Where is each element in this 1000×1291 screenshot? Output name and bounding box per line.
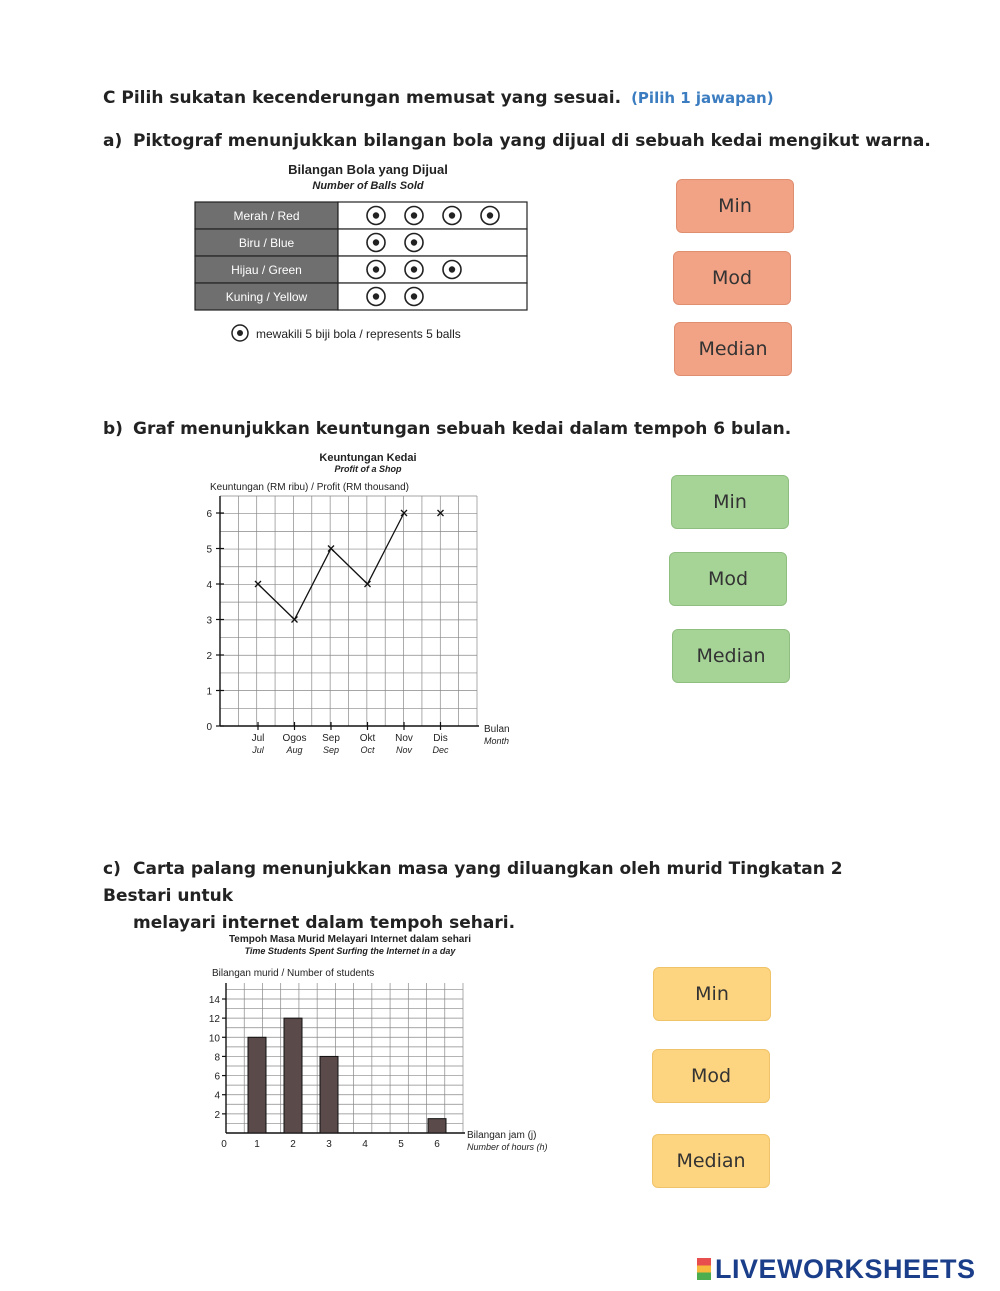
chart-title: Keuntungan Kedai bbox=[319, 452, 417, 464]
x-tick-label: 3 bbox=[326, 1139, 332, 1150]
y-tick-label: 14 bbox=[208, 995, 220, 1006]
data-point bbox=[328, 546, 334, 552]
ball-icon-center bbox=[373, 239, 379, 245]
question-c bbox=[103, 856, 915, 937]
key-text: mewakili 5 biji bola / represents 5 balls bbox=[256, 327, 461, 341]
row-label: Merah / Red bbox=[233, 209, 300, 223]
y-tick-label: 1 bbox=[206, 686, 212, 698]
brand-mark-icon bbox=[697, 1258, 711, 1280]
row-label: Hijau / Green bbox=[231, 263, 302, 277]
option-min-c[interactable]: Min bbox=[653, 967, 771, 1021]
x-tick-label: 5 bbox=[398, 1139, 404, 1150]
x-tick-label: Okt bbox=[359, 733, 376, 744]
x-tick-label-en: Nov bbox=[395, 745, 413, 755]
chart-title: Bilangan Bola yang Dijual bbox=[288, 162, 448, 177]
chart-subtitle: Number of Balls Sold bbox=[312, 180, 424, 192]
option-median-b[interactable]: Median bbox=[672, 629, 790, 683]
y-tick-label: 2 bbox=[206, 651, 212, 662]
x-axis-label: Bilangan jam (j) bbox=[467, 1130, 537, 1141]
x-tick-label-en: Jul bbox=[252, 745, 264, 755]
x-tick-label-en: Dec bbox=[432, 745, 449, 755]
row-label: Biru / Blue bbox=[238, 236, 295, 250]
bar bbox=[320, 1056, 338, 1133]
question-label: a) bbox=[103, 131, 123, 151]
option-mod-a[interactable]: Mod bbox=[673, 251, 791, 305]
x-tick-label: 1 bbox=[254, 1139, 260, 1150]
answer-hint: (Pilih 1 jawapan) bbox=[631, 89, 774, 107]
ball-icon-center bbox=[373, 266, 379, 272]
pictograph bbox=[190, 158, 550, 348]
bar bbox=[284, 1018, 302, 1133]
section-title: C Pilih sukatan kecenderungan memusat yang sesuai. bbox=[103, 88, 622, 108]
option-median-a[interactable]: Median bbox=[674, 322, 792, 376]
option-min-a[interactable]: Min bbox=[676, 179, 794, 233]
x-tick-label: Dis bbox=[433, 733, 448, 744]
ball-icon-center bbox=[487, 212, 493, 218]
ball-icon-center bbox=[373, 293, 379, 299]
question-label: c) bbox=[103, 859, 121, 879]
y-tick-label: 6 bbox=[214, 1071, 220, 1083]
bar bbox=[248, 1037, 266, 1133]
x-axis-label: Bulan bbox=[484, 724, 510, 735]
x-tick-label: 4 bbox=[362, 1139, 368, 1150]
option-median-c[interactable]: Median bbox=[652, 1134, 770, 1188]
line-chart bbox=[200, 448, 530, 768]
x-axis-label-en: Month bbox=[484, 736, 510, 746]
y-tick-label: 4 bbox=[206, 580, 212, 591]
series-line bbox=[255, 510, 444, 623]
pictograph-rows bbox=[195, 202, 527, 310]
x-tick-label: Nov bbox=[395, 733, 413, 744]
ball-icon-center bbox=[411, 212, 417, 218]
ball-icon-center bbox=[449, 212, 455, 218]
question-a bbox=[103, 128, 931, 155]
bar-chart bbox=[205, 928, 565, 1158]
chart-subtitle: Profit of a Shop bbox=[334, 464, 402, 474]
bar bbox=[428, 1119, 446, 1133]
question-label: b) bbox=[103, 419, 123, 439]
y-tick-label: 10 bbox=[208, 1033, 220, 1045]
chart-grid bbox=[220, 496, 479, 726]
series-path bbox=[258, 513, 404, 620]
x-tick-label: 2 bbox=[290, 1139, 296, 1150]
chart-subtitle: Time Students Spent Surfing the Internet in a day bbox=[244, 946, 456, 956]
x-tick-label-en: Sep bbox=[322, 745, 340, 755]
y-tick-label: 4 bbox=[214, 1090, 220, 1102]
y-tick-label: 2 bbox=[214, 1109, 220, 1121]
question-text-line1: Carta palang menunjukkan masa yang diluangkan oleh murid Tingkatan 2 Bestari untuk bbox=[103, 859, 843, 906]
y-tick-label: 6 bbox=[206, 509, 212, 520]
ball-icon-center bbox=[411, 293, 417, 299]
x-axis-label-en: Number of hours (h) bbox=[467, 1142, 548, 1152]
x-tick-label: 6 bbox=[434, 1139, 440, 1150]
x-tick-label: Sep bbox=[322, 733, 340, 744]
section-heading bbox=[103, 88, 774, 108]
brand-name: LIVEWORKSHEETS bbox=[715, 1254, 976, 1284]
option-min-b[interactable]: Min bbox=[671, 475, 789, 529]
question-text-line2: melayari internet dalam tempoh sehari. bbox=[133, 913, 516, 933]
brand-logo bbox=[697, 1254, 976, 1285]
ball-icon-center bbox=[449, 266, 455, 272]
ball-icon-center bbox=[411, 266, 417, 272]
data-point bbox=[365, 581, 371, 587]
row-label: Kuning / Yellow bbox=[225, 290, 308, 304]
y-tick-label: 0 bbox=[206, 722, 212, 733]
question-text: Graf menunjukkan keuntungan sebuah kedai dalam tempoh 6 bulan. bbox=[133, 419, 792, 439]
question-text: Piktograf menunjukkan bilangan bola yang dijual di sebuah kedai mengikut warna. bbox=[133, 131, 931, 151]
pictograph-key bbox=[232, 325, 461, 341]
ball-icon-center bbox=[411, 239, 417, 245]
option-mod-b[interactable]: Mod bbox=[669, 552, 787, 606]
y-tick-label: 8 bbox=[214, 1052, 220, 1064]
x-tick-label: Ogos bbox=[282, 733, 307, 744]
chart-title: Tempoh Masa Murid Melayari Internet dalam sehari bbox=[228, 934, 472, 945]
y-axis-label: Bilangan murid / Number of students bbox=[212, 968, 375, 979]
data-point bbox=[255, 581, 261, 587]
x-tick-label-en: Oct bbox=[360, 745, 375, 755]
y-axis-label: Keuntungan (RM ribu) / Profit (RM thousand) bbox=[210, 482, 409, 493]
question-b bbox=[103, 416, 791, 443]
data-point bbox=[401, 510, 407, 516]
option-mod-c[interactable]: Mod bbox=[652, 1049, 770, 1103]
x-tick-label-en: Aug bbox=[286, 745, 303, 755]
origin-label: 0 bbox=[221, 1139, 227, 1150]
y-tick-label: 3 bbox=[206, 615, 212, 627]
y-tick-label: 5 bbox=[206, 544, 212, 556]
x-tick-label: Jul bbox=[251, 733, 265, 744]
ball-icon-center bbox=[373, 212, 379, 218]
y-tick-label: 12 bbox=[208, 1014, 220, 1026]
